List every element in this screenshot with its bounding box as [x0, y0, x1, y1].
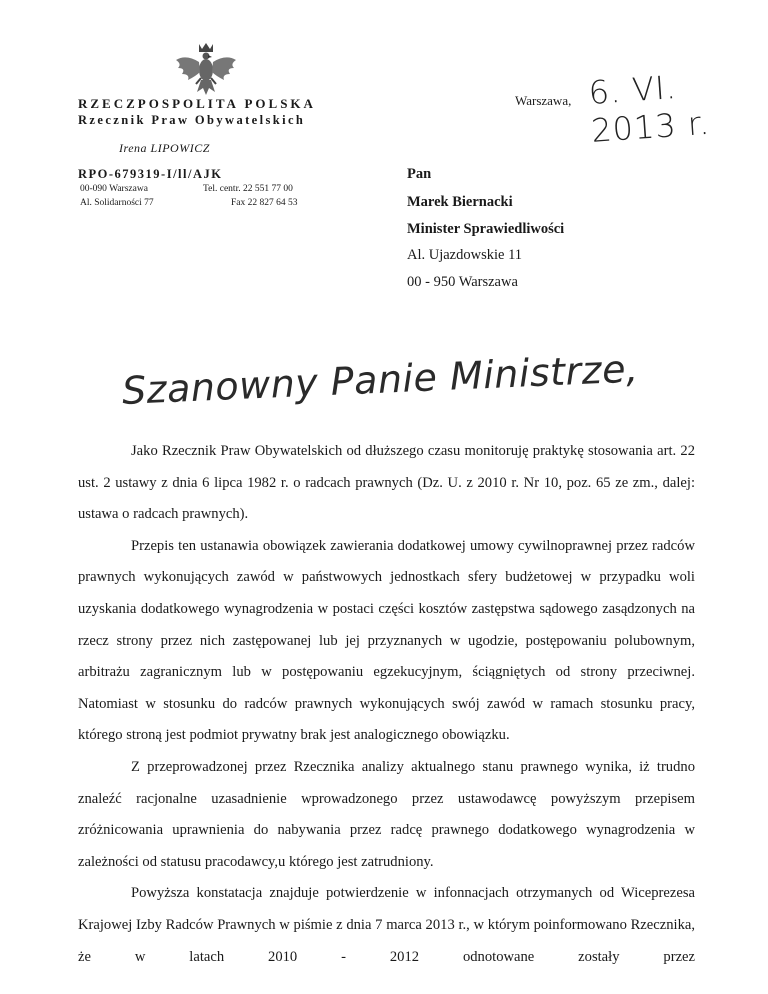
addressee-name: Marek Biernacki	[407, 194, 513, 210]
addressee-postal-city: 00 - 950 Warszawa	[407, 274, 518, 290]
institution-subtitle: Rzecznik Praw Obywatelskich	[78, 113, 306, 127]
sender-phone: Tel. centr. 22 551 77 00	[203, 184, 293, 194]
addressee-street: Al. Ujazdowskie 11	[407, 247, 523, 263]
sender-postal-city: 00-090 Warszawa	[80, 184, 148, 194]
sender-street: Al. Solidarności 77	[80, 198, 154, 208]
addressee-salutation: Pan	[407, 166, 432, 182]
body-paragraph: Powyższa konstatacja znajduje potwierdzenie w infonnacjach otrzymanych od Wiceprezesa Krajowej Izby Radców Prawnych w piśmie z dnia 7 marca 2013 r., w którym poinformowano Rzecznika, że w latach 2010 - 2012 odnotowane zostały przez	[78, 885, 695, 965]
addressee-position: Minister Sprawiedliwości	[407, 221, 565, 237]
letter-body	[78, 436, 695, 973]
handwritten-greeting: Szanowny Panie Ministrze,	[121, 346, 640, 413]
sender-fax: Fax 22 827 64 53	[231, 198, 298, 208]
handwritten-date: 6. VI. 2013 r.	[587, 67, 712, 150]
signer-name: Irena LIPOWICZ	[119, 141, 210, 155]
case-number: RPO-679319-I/ll/AJK	[78, 167, 223, 181]
body-paragraph: Z przeprowadzonej przez Rzecznika analizy aktualnego stanu prawnego wynika, iż trudno znaleźć racjonalne uzasadnienie wprowadzonego przez ustawodawcę powyższym przepisem zróżnicowania uprawnienia do nabywania przez radcę prawnego dodatkowego wynagrodzenia w zależności od statusu pracodawcy,u którego jest zatrudniony.	[78, 758, 695, 870]
body-paragraph: Jako Rzecznik Praw Obywatelskich od dłuższego czasu monitoruję praktykę stosowania art. 22 ust. 2 ustawy z dnia 6 lipca 1982 r. o radcach prawnych (Dz. U. z 2010 r. Nr 10, poz. 65 ze zm., dalej: ustawa o radcach prawnych).	[78, 443, 695, 523]
body-paragraph: Przepis ten ustanawia obowiązek zawierania dodatkowej umowy cywilnoprawnej przez radców prawnych wykonujących zawód w państwowych jednostkach sfery budżetowej w przypadku woli uzyskania dodatkowego wynagrodzenia w postaci części kosztów zastępstwa sądowego zasądzonych na rzecz strony przez nich zastępowanej lub jej przyznanych w ugodzie, postępowaniu polubownym, arbitrażu zagranicznym lub w postępowaniu egzekucyjnym, ściągniętych od strony przeciwnej. Natomiast w stosunku do radców prawnych wykonujących swój zawód w ramach stosunku pracy, którego stroną jest podmiot prywatny brak jest analogicznego obowiązku.	[78, 537, 695, 744]
institution-title: RZECZPOSPOLITA POLSKA	[78, 96, 316, 111]
place-label: Warszawa,	[515, 93, 572, 108]
polish-eagle-emblem-icon	[172, 40, 240, 98]
